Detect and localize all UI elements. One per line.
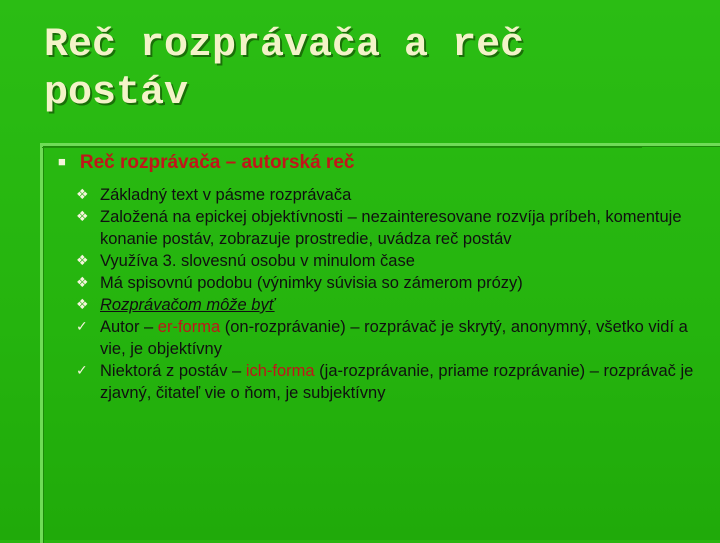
- slide-title: Reč rozprávača a reč postáv: [44, 23, 525, 116]
- diamond-icon: ❖: [76, 253, 89, 269]
- list-item: [76, 294, 702, 316]
- list-item-text: [100, 318, 688, 358]
- list-item-text: Základný text v pásme rozprávača: [100, 186, 352, 204]
- list-item: [76, 360, 702, 404]
- list-item-text: Využíva 3. slovesnú osobu v minulom čase: [100, 252, 415, 270]
- diamond-icon: ❖: [76, 275, 89, 291]
- diamond-icon: ❖: [76, 209, 89, 225]
- checkmark-icon: ✓: [76, 363, 88, 379]
- item-suffix: (ja-rozprávanie, priame rozprávanie) – rozprávač je zjavný, čitateľ vie o ňom, je subjektívny: [100, 362, 694, 402]
- diamond-icon: ❖: [76, 187, 89, 203]
- list-item: [76, 184, 702, 206]
- list-item: [76, 316, 702, 360]
- bullet-list: [76, 184, 702, 404]
- list-item-text: Založená na epickej objektívnosti – nezainteresovane rozvíja príbeh, komentuje konanie postáv, zobrazuje prostredie, uvádza reč postáv: [100, 208, 682, 248]
- subtitle-text: Reč rozprávača – autorská reč: [79, 152, 355, 173]
- item-suffix: (on-rozprávanie) – rozprávač je skrytý, anonymný, všetko vidí a vie, je objektívny: [100, 318, 688, 358]
- list-item-text: Rozprávačom môže byť: [100, 296, 275, 314]
- er-forma-highlight: er-forma: [157, 318, 221, 336]
- diamond-icon: ❖: [76, 297, 89, 313]
- list-item: [76, 250, 702, 272]
- list-item: [76, 272, 702, 294]
- list-item-text: [100, 362, 693, 402]
- subtitle: [58, 152, 354, 174]
- square-bullet-icon: ■: [58, 154, 66, 169]
- list-item-text: Má spisovnú podobu (výnimky súvisia so zámerom prózy): [100, 274, 523, 292]
- checkmark-icon: ✓: [76, 319, 88, 335]
- ich-forma-highlight: ich-forma: [245, 362, 315, 380]
- item-prefix: Niektorá z postáv –: [100, 362, 246, 380]
- list-item: [76, 206, 702, 250]
- divider: [42, 147, 642, 148]
- item-prefix: Autor –: [100, 318, 158, 336]
